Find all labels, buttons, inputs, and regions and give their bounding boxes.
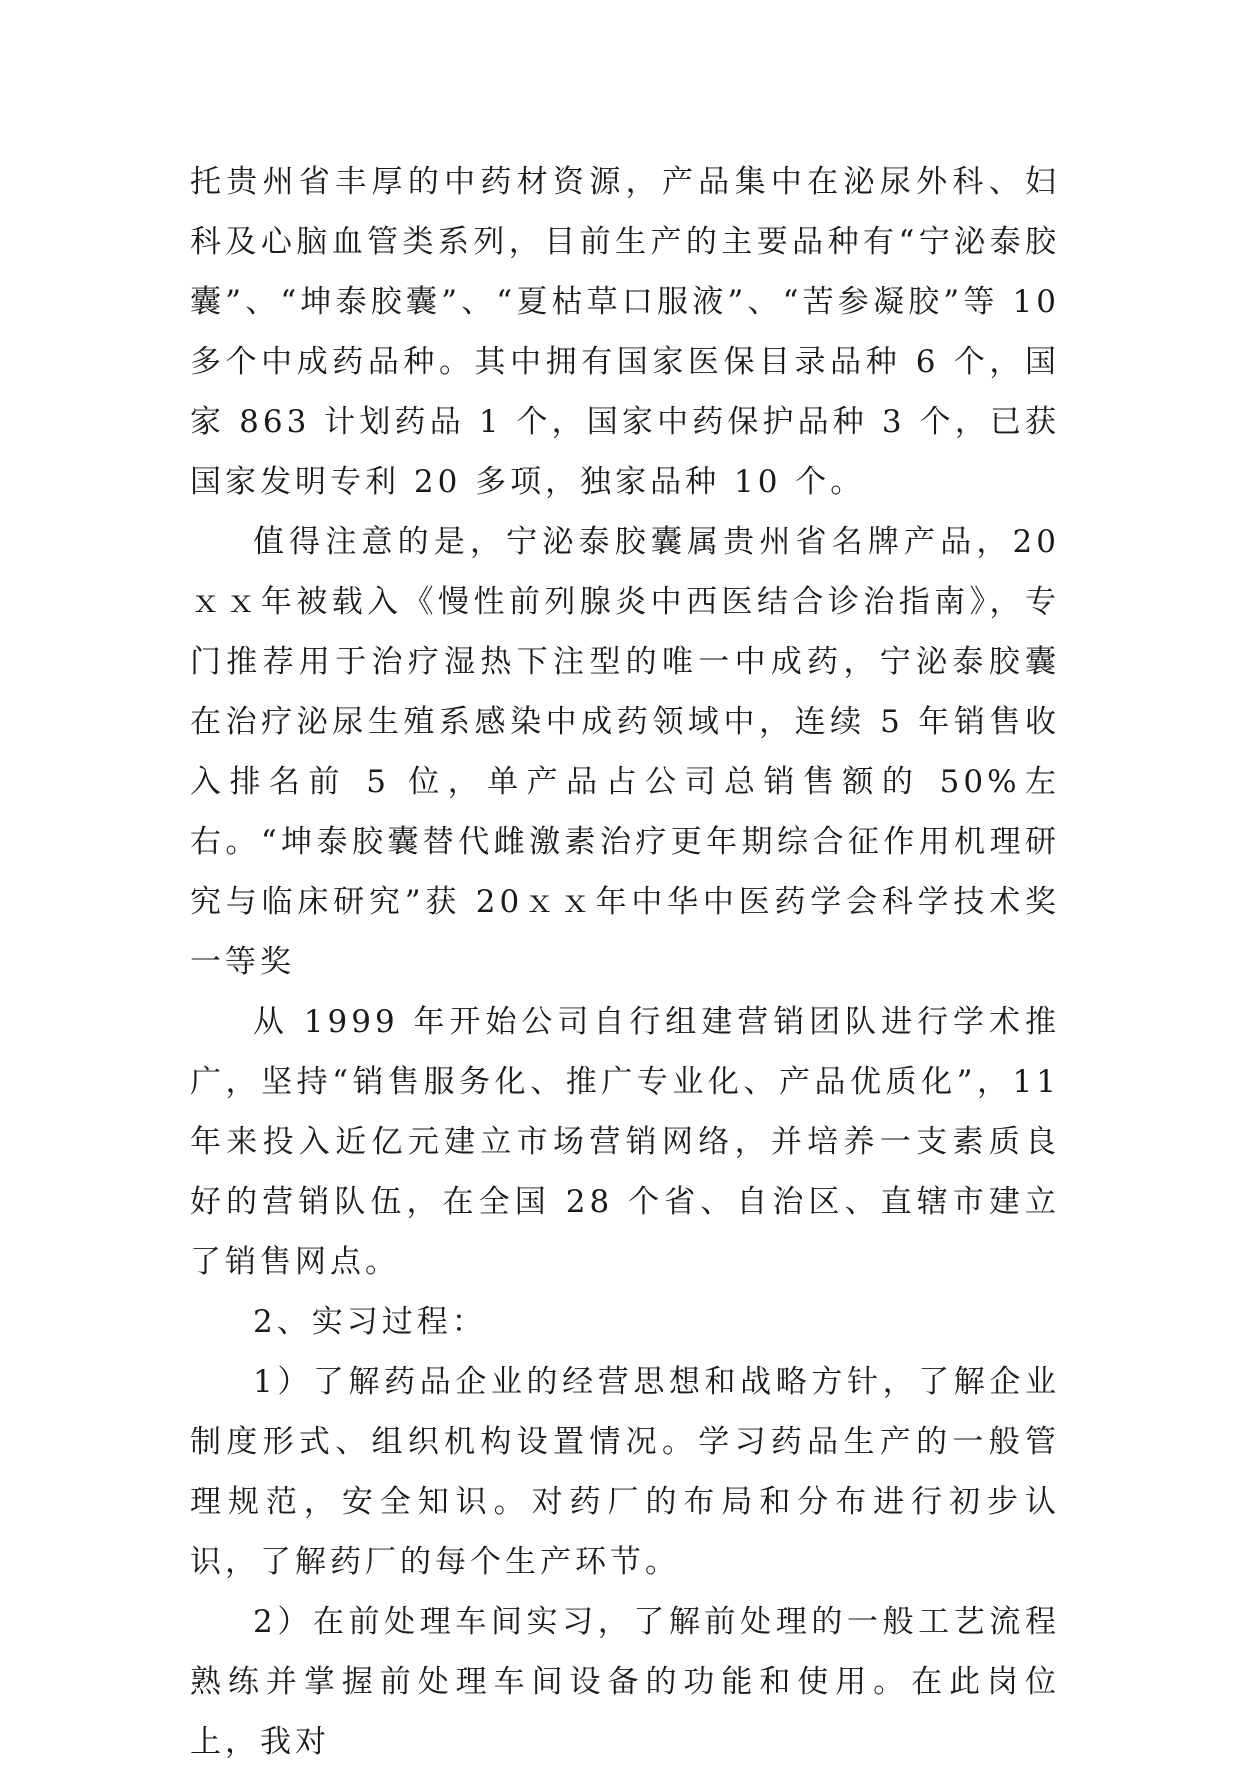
paragraph-ningmitai-capsule: 值得注意的是，宁泌泰胶囊属贵州省名牌产品，20ｘｘ年被载入《慢性前列腺炎中西医结合诊治指南》，专门推荐用于治疗湿热下注型的唯一中成药，宁泌泰胶囊在治疗泌尿生殖系感染中成药领域中，连续 5 年销售收入排名前 5 位，单产品占公司总销售额的 50%左右。“坤泰胶囊替代雌激素治疗更年期综合征作用机理研究与临床研究”获 20ｘｘ年中华中医药学会科学技术奖一等奖 [190, 524, 1060, 980]
document-body [190, 152, 1060, 1772]
paragraph-step-2: 2）在前处理车间实习，了解前处理的一般工艺流程熟练并掌握前处理车间设备的功能和使用。在此岗位上，我对 [190, 1604, 1060, 1760]
paragraph-product-lines: 托贵州省丰厚的中药材资源，产品集中在泌尿外科、妇科及心脑血管类系列，目前生产的主要品种有“宁泌泰胶囊”、“坤泰胶囊”、“夏枯草口服液”、“苦参凝胶”等 10 多个中成药品种。其中拥有国家医保目录品种 6 个，国家 863 计划药品 1 个，国家中药保护品种 3 个，已获国家发明专利 20 多项，独家品种 10 个。 [190, 164, 1060, 500]
paragraph-step-1: 1）了解药品企业的经营思想和战略方针，了解企业制度形式、组织机构设置情况。学习药品生产的一般管理规范，安全知识。对药厂的布局和分布进行初步认识，了解药厂的每个生产环节。 [190, 1364, 1060, 1580]
section-heading-internship-process: 2、实习过程： [253, 1304, 487, 1340]
paragraph-marketing-team: 从 1999 年开始公司自行组建营销团队进行学术推广，坚持“销售服务化、推广专业化、产品优质化”，11 年来投入近亿元建立市场营销网络，并培养一支素质良好的营销队伍，在全国 28 个省、自治区、直辖市建立了销售网点。 [190, 1004, 1060, 1280]
